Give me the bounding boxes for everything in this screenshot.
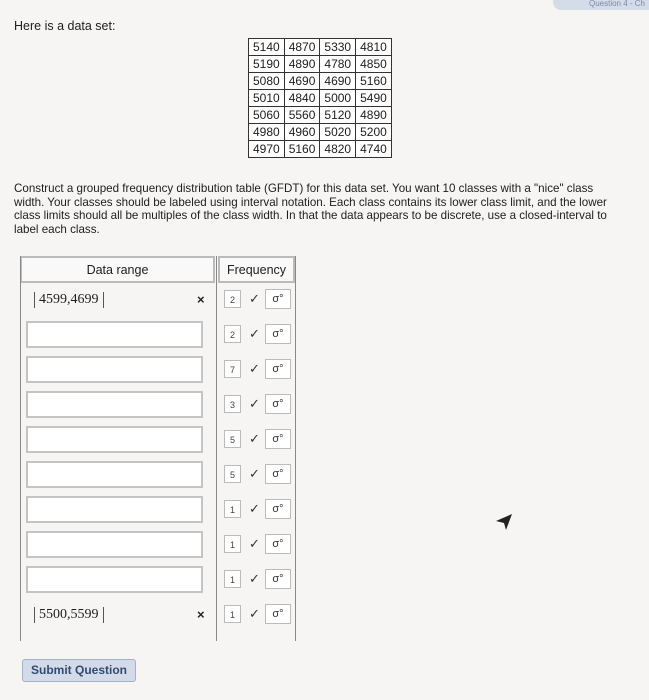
- header-data-range: Data range: [20, 256, 215, 283]
- dataset-cell: 5160: [284, 141, 320, 158]
- data-range-input[interactable]: [26, 426, 203, 453]
- dataset-cell: 4870: [284, 39, 320, 56]
- dataset-cell: 5060: [249, 107, 285, 124]
- check-icon: ✓: [249, 606, 260, 621]
- check-icon: ✓: [249, 501, 260, 516]
- column-divider: [216, 256, 217, 641]
- answer-history-icon[interactable]: σ°: [265, 499, 291, 519]
- dataset-cell: 5010: [249, 90, 285, 107]
- frequency-input[interactable]: 3: [224, 395, 241, 413]
- dataset-table: [248, 38, 392, 158]
- check-icon: ✓: [249, 466, 260, 481]
- data-range-input[interactable]: [26, 356, 203, 383]
- data-range-input[interactable]: [26, 391, 203, 418]
- dataset-cell: 5330: [320, 39, 356, 56]
- frequency-input[interactable]: 7: [224, 360, 241, 378]
- column-divider: [20, 256, 21, 641]
- answer-history-icon[interactable]: σ°: [265, 359, 291, 379]
- dataset-cell: 5000: [320, 90, 356, 107]
- answer-history-icon[interactable]: σ°: [265, 429, 291, 449]
- frequency-input[interactable]: 5: [224, 465, 241, 483]
- check-icon: ✓: [249, 396, 260, 411]
- frequency-input[interactable]: 1: [224, 605, 241, 623]
- dataset-cell: 4690: [320, 73, 356, 90]
- header-frequency: Frequency: [218, 256, 295, 283]
- dataset-cell: 4820: [320, 141, 356, 158]
- frequency-input[interactable]: 1: [224, 500, 241, 518]
- submit-question-button[interactable]: Submit Question: [22, 659, 136, 682]
- frequency-input[interactable]: 2: [224, 290, 241, 308]
- dataset-cell: 5140: [249, 39, 285, 56]
- answer-history-icon[interactable]: σ°: [265, 569, 291, 589]
- dataset-cell: 4850: [356, 56, 392, 73]
- dataset-cell: 4780: [320, 56, 356, 73]
- dataset-cell: 4980: [249, 124, 285, 141]
- dataset-row: [249, 124, 392, 141]
- frequency-input[interactable]: 5: [224, 430, 241, 448]
- dataset-row: [249, 107, 392, 124]
- dataset-cell: 5120: [320, 107, 356, 124]
- data-range-input[interactable]: [26, 531, 203, 558]
- dataset-cell: 4840: [284, 90, 320, 107]
- check-icon: ✓: [249, 291, 260, 306]
- dataset-row: [249, 39, 392, 56]
- dataset-cell: 5020: [320, 124, 356, 141]
- data-range-input[interactable]: [26, 496, 203, 523]
- check-icon: ✓: [249, 571, 260, 586]
- pointer-cursor-icon: [495, 513, 513, 531]
- frequency-input[interactable]: 1: [224, 535, 241, 553]
- check-icon: ✓: [249, 361, 260, 376]
- answer-history-icon[interactable]: σ°: [265, 604, 291, 624]
- answer-history-icon[interactable]: σ°: [265, 289, 291, 309]
- data-range-value: 4599,4699: [34, 292, 104, 308]
- clear-icon[interactable]: ×: [197, 292, 205, 307]
- dataset-cell: 5190: [249, 56, 285, 73]
- frequency-input[interactable]: 2: [224, 325, 241, 343]
- dataset-row: [249, 141, 392, 158]
- answer-history-icon[interactable]: σ°: [265, 534, 291, 554]
- dataset-cell: 5080: [249, 73, 285, 90]
- answer-history-icon[interactable]: σ°: [265, 464, 291, 484]
- answer-history-icon[interactable]: σ°: [265, 394, 291, 414]
- data-range-input[interactable]: [26, 601, 203, 628]
- data-range-input[interactable]: [26, 286, 203, 313]
- question-tab[interactable]: Question 4 - Ch: [553, 0, 649, 10]
- data-range-input[interactable]: [26, 566, 203, 593]
- dataset-cell: 5490: [356, 90, 392, 107]
- dataset-row: [249, 73, 392, 90]
- dataset-cell: 5200: [356, 124, 392, 141]
- dataset-cell: 4740: [356, 141, 392, 158]
- frequency-input[interactable]: 1: [224, 570, 241, 588]
- check-icon: ✓: [249, 326, 260, 341]
- dataset-cell: 4970: [249, 141, 285, 158]
- dataset-cell: 5160: [356, 73, 392, 90]
- dataset-cell: 4890: [284, 56, 320, 73]
- dataset-row: [249, 90, 392, 107]
- data-range-input[interactable]: [26, 321, 203, 348]
- dataset-cell: 5560: [284, 107, 320, 124]
- dataset-row: [249, 56, 392, 73]
- check-icon: ✓: [249, 536, 260, 551]
- data-range-input[interactable]: [26, 461, 203, 488]
- column-divider: [295, 256, 296, 641]
- dataset-cell: 4690: [284, 73, 320, 90]
- answer-history-icon[interactable]: σ°: [265, 324, 291, 344]
- data-range-value: 5500,5599: [34, 607, 104, 623]
- dataset-cell: 4890: [356, 107, 392, 124]
- check-icon: ✓: [249, 431, 260, 446]
- dataset-cell: 4960: [284, 124, 320, 141]
- clear-icon[interactable]: ×: [197, 607, 205, 622]
- dataset-cell: 4810: [356, 39, 392, 56]
- intro-text: Here is a data set:: [14, 19, 116, 33]
- question-prompt: Construct a grouped frequency distribution table (GFDT) for this data set. You want 10 classes with a "nice" class width. Your classes should be labeled using interval notation. Each class contains its lower class limit, and the lower class limits should all be multiples of the class width. In that the data appears to be discrete, use a closed-interval to label each class.: [14, 182, 607, 236]
